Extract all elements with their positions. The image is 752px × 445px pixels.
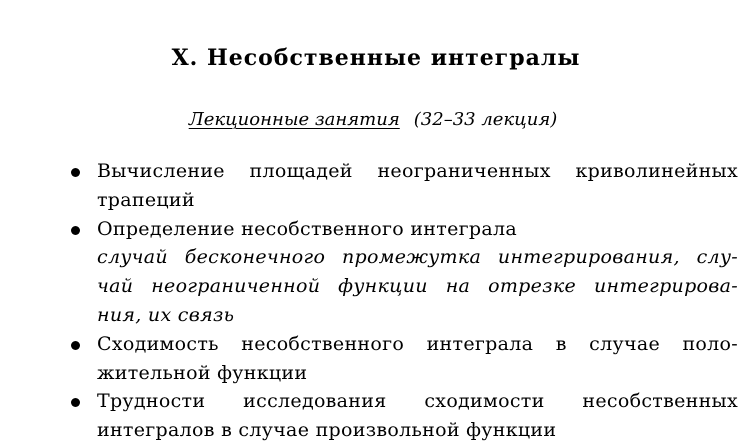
- item-text-line: Определение несобственного интеграла: [97, 217, 517, 240]
- bullet-icon: [71, 168, 80, 177]
- subtitle-underlined-label: Лекционные занятия: [188, 109, 400, 130]
- list-item: [0, 215, 752, 330]
- subtitle-lecture-numbers: (32–33 лекция): [413, 109, 558, 130]
- item-text-line: Сходимость несобственного интеграла в случае поло-: [97, 332, 738, 355]
- item-italic-line: случай бесконечного промежутка интегрирования, слу-: [97, 246, 738, 269]
- topic-list: [0, 157, 752, 445]
- item-text-line: жительной функции: [97, 361, 308, 384]
- bullet-icon: [71, 398, 80, 407]
- section-title: X. Несобственные интегралы: [171, 45, 581, 71]
- bullet-icon: [71, 226, 80, 235]
- item-text-line: Вычисление площадей неограниченных криволинейных: [97, 160, 738, 182]
- list-item: [0, 387, 752, 445]
- item-text-line: Трудности исследования сходимости несобственных: [97, 390, 738, 413]
- list-item: [0, 330, 752, 388]
- section-subtitle: [0, 105, 746, 135]
- list-item: [0, 157, 752, 215]
- item-italic-line: ния, их связь: [97, 303, 235, 326]
- item-text-line: трапеций: [97, 188, 195, 211]
- bullet-icon: [71, 341, 80, 350]
- item-text-line: интегралов в случае произвольной функции: [97, 419, 557, 442]
- item-italic-line: чай неограниченной функции на отрезке интегрирова-: [97, 275, 738, 298]
